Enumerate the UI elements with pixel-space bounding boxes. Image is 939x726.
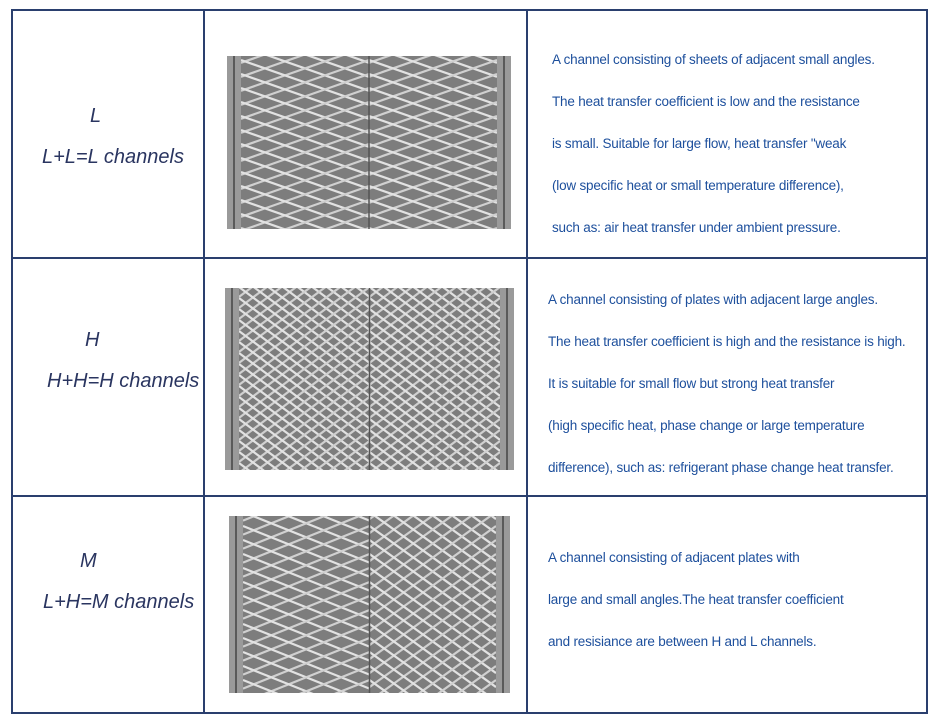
row-divider <box>11 495 928 497</box>
column-divider <box>526 9 528 714</box>
description-line: is small. Suitable for large flow, heat transfer "weak <box>552 136 847 151</box>
description-line: A channel consisting of adjacent plates with <box>548 550 800 565</box>
description-line: The heat transfer coefficient is high and the resistance is high. <box>548 334 906 349</box>
description-line: A channel consisting of sheets of adjacent small angles. <box>552 52 875 67</box>
description-line: (high specific heat, phase change or large temperature <box>548 418 865 433</box>
description-line: large and small angles.The heat transfer coefficient <box>548 592 844 607</box>
channel-name: H+H=H channels <box>47 370 200 392</box>
channel-letter: M <box>80 550 97 572</box>
plate-image <box>225 288 514 470</box>
channel-letter: H <box>85 329 100 351</box>
description-line: (low specific heat or small temperature difference), <box>552 178 844 193</box>
description-line: A channel consisting of plates with adjacent large angles. <box>548 292 878 307</box>
row-divider <box>11 257 928 259</box>
description-line: such as: air heat transfer under ambient pressure. <box>552 220 841 235</box>
description-line: and resisiance are between H and L channels. <box>548 634 817 649</box>
plate-image <box>229 516 510 693</box>
plate-image <box>227 56 511 229</box>
channel-letter: L <box>90 105 102 127</box>
column-divider <box>203 9 205 714</box>
channel-name: L+H=M channels <box>43 591 195 613</box>
channel-name: L+L=L channels <box>42 146 184 168</box>
corrugation-pattern <box>229 516 510 693</box>
corrugation-pattern <box>227 56 511 229</box>
description-line: It is suitable for small flow but strong heat transfer <box>548 376 835 391</box>
description-line: difference), such as: refrigerant phase change heat transfer. <box>548 460 894 475</box>
corrugation-pattern <box>225 288 514 470</box>
description-line: The heat transfer coefficient is low and the resistance <box>552 94 860 109</box>
